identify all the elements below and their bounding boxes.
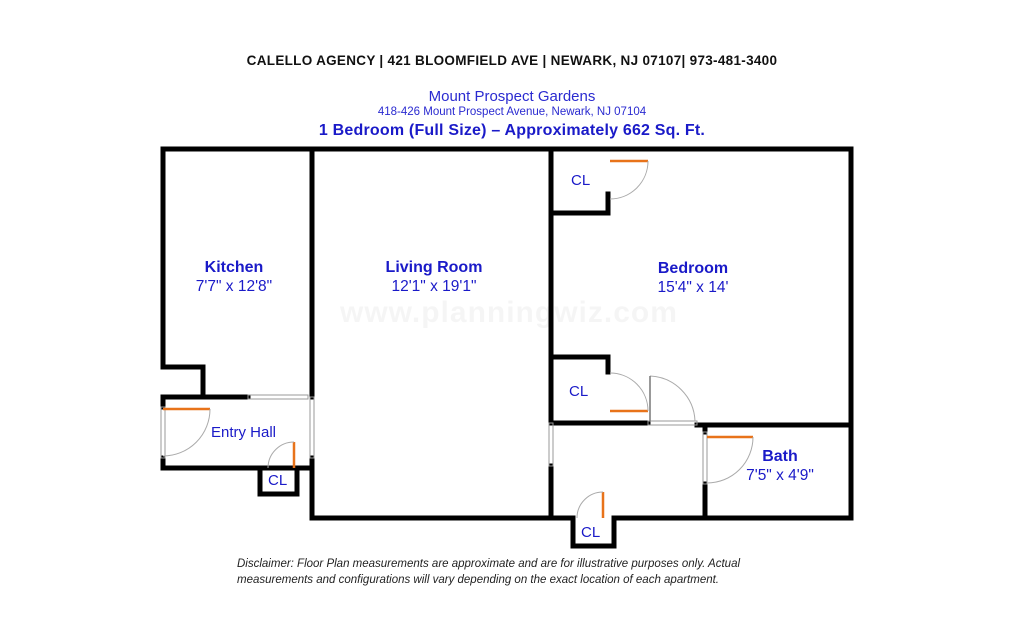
- bath-dims: 7'5" x 4'9": [746, 467, 814, 484]
- door-swings: [163, 161, 753, 518]
- bedroom-dims: 15'4" x 14': [657, 279, 729, 296]
- door-leaves: [163, 161, 753, 518]
- bedroom-label: [630, 260, 756, 297]
- disclaimer: Disclaimer: Floor Plan measurements are approximate and are for illustrative purposes only. Actual measurements and configurations will vary depending on the exact location of each apartment.: [237, 558, 741, 586]
- closet-label-bottom: CL: [581, 524, 601, 541]
- property-address: 418-426 Mount Prospect Avenue, Newark, NJ 07104: [377, 106, 647, 118]
- living-room-label: [364, 259, 504, 296]
- agency-header: CALELLO AGENCY | 421 BLOOMFIELD AVE | NEWARK, NJ 07107| 973-481-3400: [246, 53, 778, 68]
- closet-label-middle: CL: [569, 383, 589, 400]
- kitchen-name: Kitchen: [204, 259, 264, 276]
- property-name: Mount Prospect Gardens: [428, 88, 596, 105]
- living-room-name: Living Room: [385, 259, 483, 276]
- kitchen-label: [182, 259, 286, 296]
- living-room-dims: 12'1" x 19'1": [391, 278, 477, 295]
- bath-name: Bath: [762, 448, 798, 465]
- watermark: [340, 296, 678, 330]
- bath-label: [728, 448, 832, 485]
- bedroom-name: Bedroom: [657, 260, 729, 277]
- closet-label-top: CL: [571, 172, 591, 189]
- walls: [163, 149, 851, 546]
- unit-summary: 1 Bedroom (Full Size) – Approximately 662 Sq. Ft.: [318, 122, 706, 139]
- entry-hall-label: Entry Hall: [211, 424, 277, 441]
- kitchen-dims: 7'7" x 12'8": [195, 278, 273, 295]
- closet-label-entry: CL: [268, 472, 288, 489]
